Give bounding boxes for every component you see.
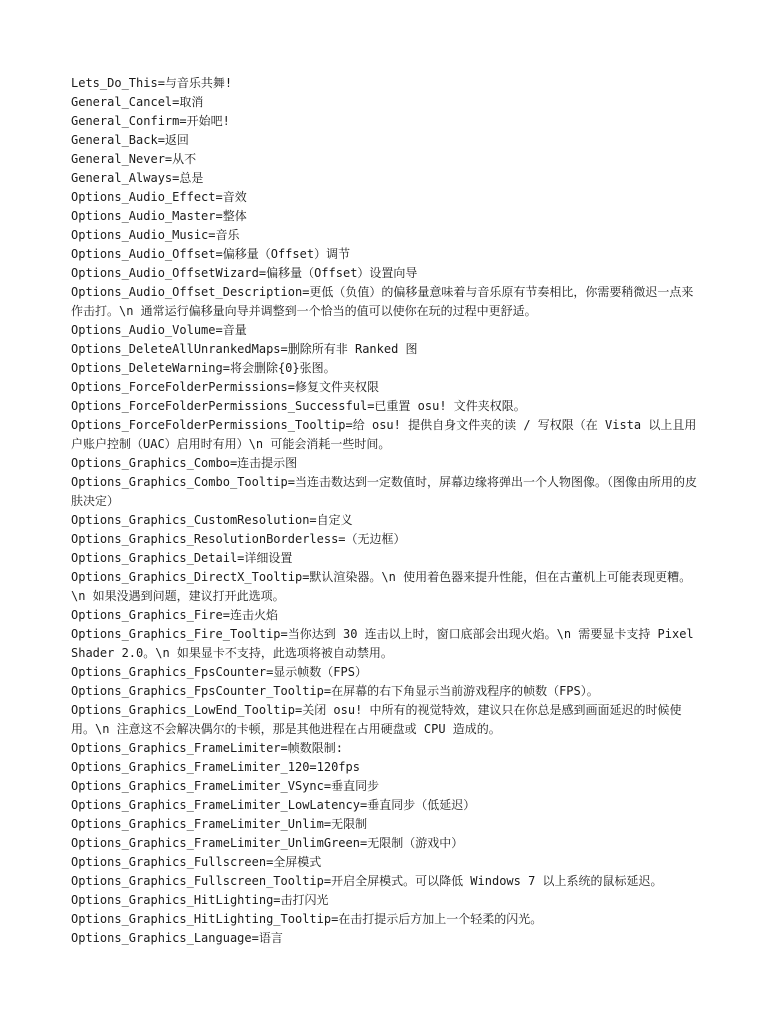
text-line: Options_Audio_Effect=音效 xyxy=(71,190,247,204)
document-text-body xyxy=(71,74,699,948)
text-line: Options_DeleteAllUnrankedMaps=删除所有非 Ranked 图 xyxy=(71,342,418,356)
text-line: Options_Graphics_Fullscreen=全屏模式 xyxy=(71,855,322,869)
text-line: Options_Graphics_Combo=连击提示图 xyxy=(71,456,298,470)
text-line: Options_Audio_OffsetWizard=偏移量（Offset）设置向导 xyxy=(71,266,418,280)
text-line: Options_Graphics_FpsCounter_Tooltip=在屏幕的右下角显示当前游戏程序的帧数（FPS）。 xyxy=(71,684,599,698)
text-line: Options_Audio_Master=整体 xyxy=(71,209,247,223)
text-line: Options_Audio_Music=音乐 xyxy=(71,228,240,242)
text-line: Options_Graphics_FrameLimiter_VSync=垂直同步 xyxy=(71,779,380,793)
text-line: Options_Graphics_Fullscreen_Tooltip=开启全屏模式。可以降低 Windows 7 以上系统的鼠标延迟。 xyxy=(71,874,663,888)
text-line: Options_ForceFolderPermissions_Successful=已重置 osu! 文件夹权限。 xyxy=(71,399,526,413)
text-line: General_Never=从不 xyxy=(71,152,197,166)
text-line: Options_DeleteWarning=将会删除{0}张图。 xyxy=(71,361,336,375)
text-line: Options_Graphics_HitLighting_Tooltip=在击打提示后方加上一个轻柔的闪光。 xyxy=(71,912,543,926)
text-line: Options_Graphics_FrameLimiter_Unlim=无限制 xyxy=(71,817,368,831)
text-line: Options_Audio_Volume=音量 xyxy=(71,323,247,337)
text-line: Options_Graphics_Combo_Tooltip=当连击数达到一定数值时，屏幕边缘将弹出一个人物图像。（图像由所用的皮肤决定） xyxy=(71,475,697,508)
text-line: Options_Audio_Offset=偏移量（Offset）调节 xyxy=(71,247,351,261)
text-line: Options_Graphics_FpsCounter=显示帧数（FPS） xyxy=(71,665,367,679)
text-line: Options_Graphics_Fire=连击火焰 xyxy=(71,608,278,622)
text-line: Options_Audio_Offset_Description=更低（负值）的偏移量意味着与音乐原有节奏相比，你需要稍微迟一点来作击打。\n 通常运行偏移量向导并调整到一个恰当的值可以使你在玩的过程中更舒适。 xyxy=(71,285,694,318)
text-line: Options_Graphics_LowEnd_Tooltip=关闭 osu! 中所有的视觉特效，建议只在你总是感到画面延迟的时候使用。\n 注意这不会解决偶尔的卡顿，那是其他进程在占用硬盘或 CPU 造成的。 xyxy=(71,703,682,736)
text-line: Options_ForceFolderPermissions=修复文件夹权限 xyxy=(71,380,379,394)
text-line: Options_Graphics_Detail=详细设置 xyxy=(71,551,293,565)
text-line: Options_Graphics_Language=语言 xyxy=(71,931,283,945)
text-line: Options_Graphics_FrameLimiter_LowLatency=垂直同步（低延迟） xyxy=(71,798,476,812)
text-line: Options_ForceFolderPermissions_Tooltip=给 osu! 提供自身文件夹的读 / 写权限（在 Vista 以上且用户账户控制（UAC）启用时有用）\n 可能会消耗一些时间。 xyxy=(71,418,697,451)
text-line: General_Confirm=开始吧! xyxy=(71,114,230,128)
text-line: Options_Graphics_HitLighting=击打闪光 xyxy=(71,893,329,907)
text-line: Options_Graphics_DirectX_Tooltip=默认渲染器。\n 使用着色器来提升性能，但在古董机上可能表现更糟。\n 如果没遇到问题，建议打开此选项。 xyxy=(71,570,692,603)
text-line: Lets_Do_This=与音乐共舞! xyxy=(71,76,233,90)
text-line: Options_Graphics_Fire_Tooltip=当你达到 30 连击以上时，窗口底部会出现火焰。\n 需要显卡支持 Pixel Shader 2.0。\n 如果显卡不支持，此选项将被自动禁用。 xyxy=(71,627,694,660)
text-line: Options_Graphics_FrameLimiter=帧数限制: xyxy=(71,741,343,755)
text-line: General_Back=返回 xyxy=(71,133,189,147)
text-line: Options_Graphics_FrameLimiter_120=120fps xyxy=(71,760,360,774)
text-line: Options_Graphics_FrameLimiter_UnlimGreen=无限制（游戏中） xyxy=(71,836,464,850)
text-line: Options_Graphics_CustomResolution=自定义 xyxy=(71,513,353,527)
text-line: General_Cancel=取消 xyxy=(71,95,204,109)
text-line: General_Always=总是 xyxy=(71,171,204,185)
text-line: Options_Graphics_ResolutionBorderless=（无边框） xyxy=(71,532,406,546)
